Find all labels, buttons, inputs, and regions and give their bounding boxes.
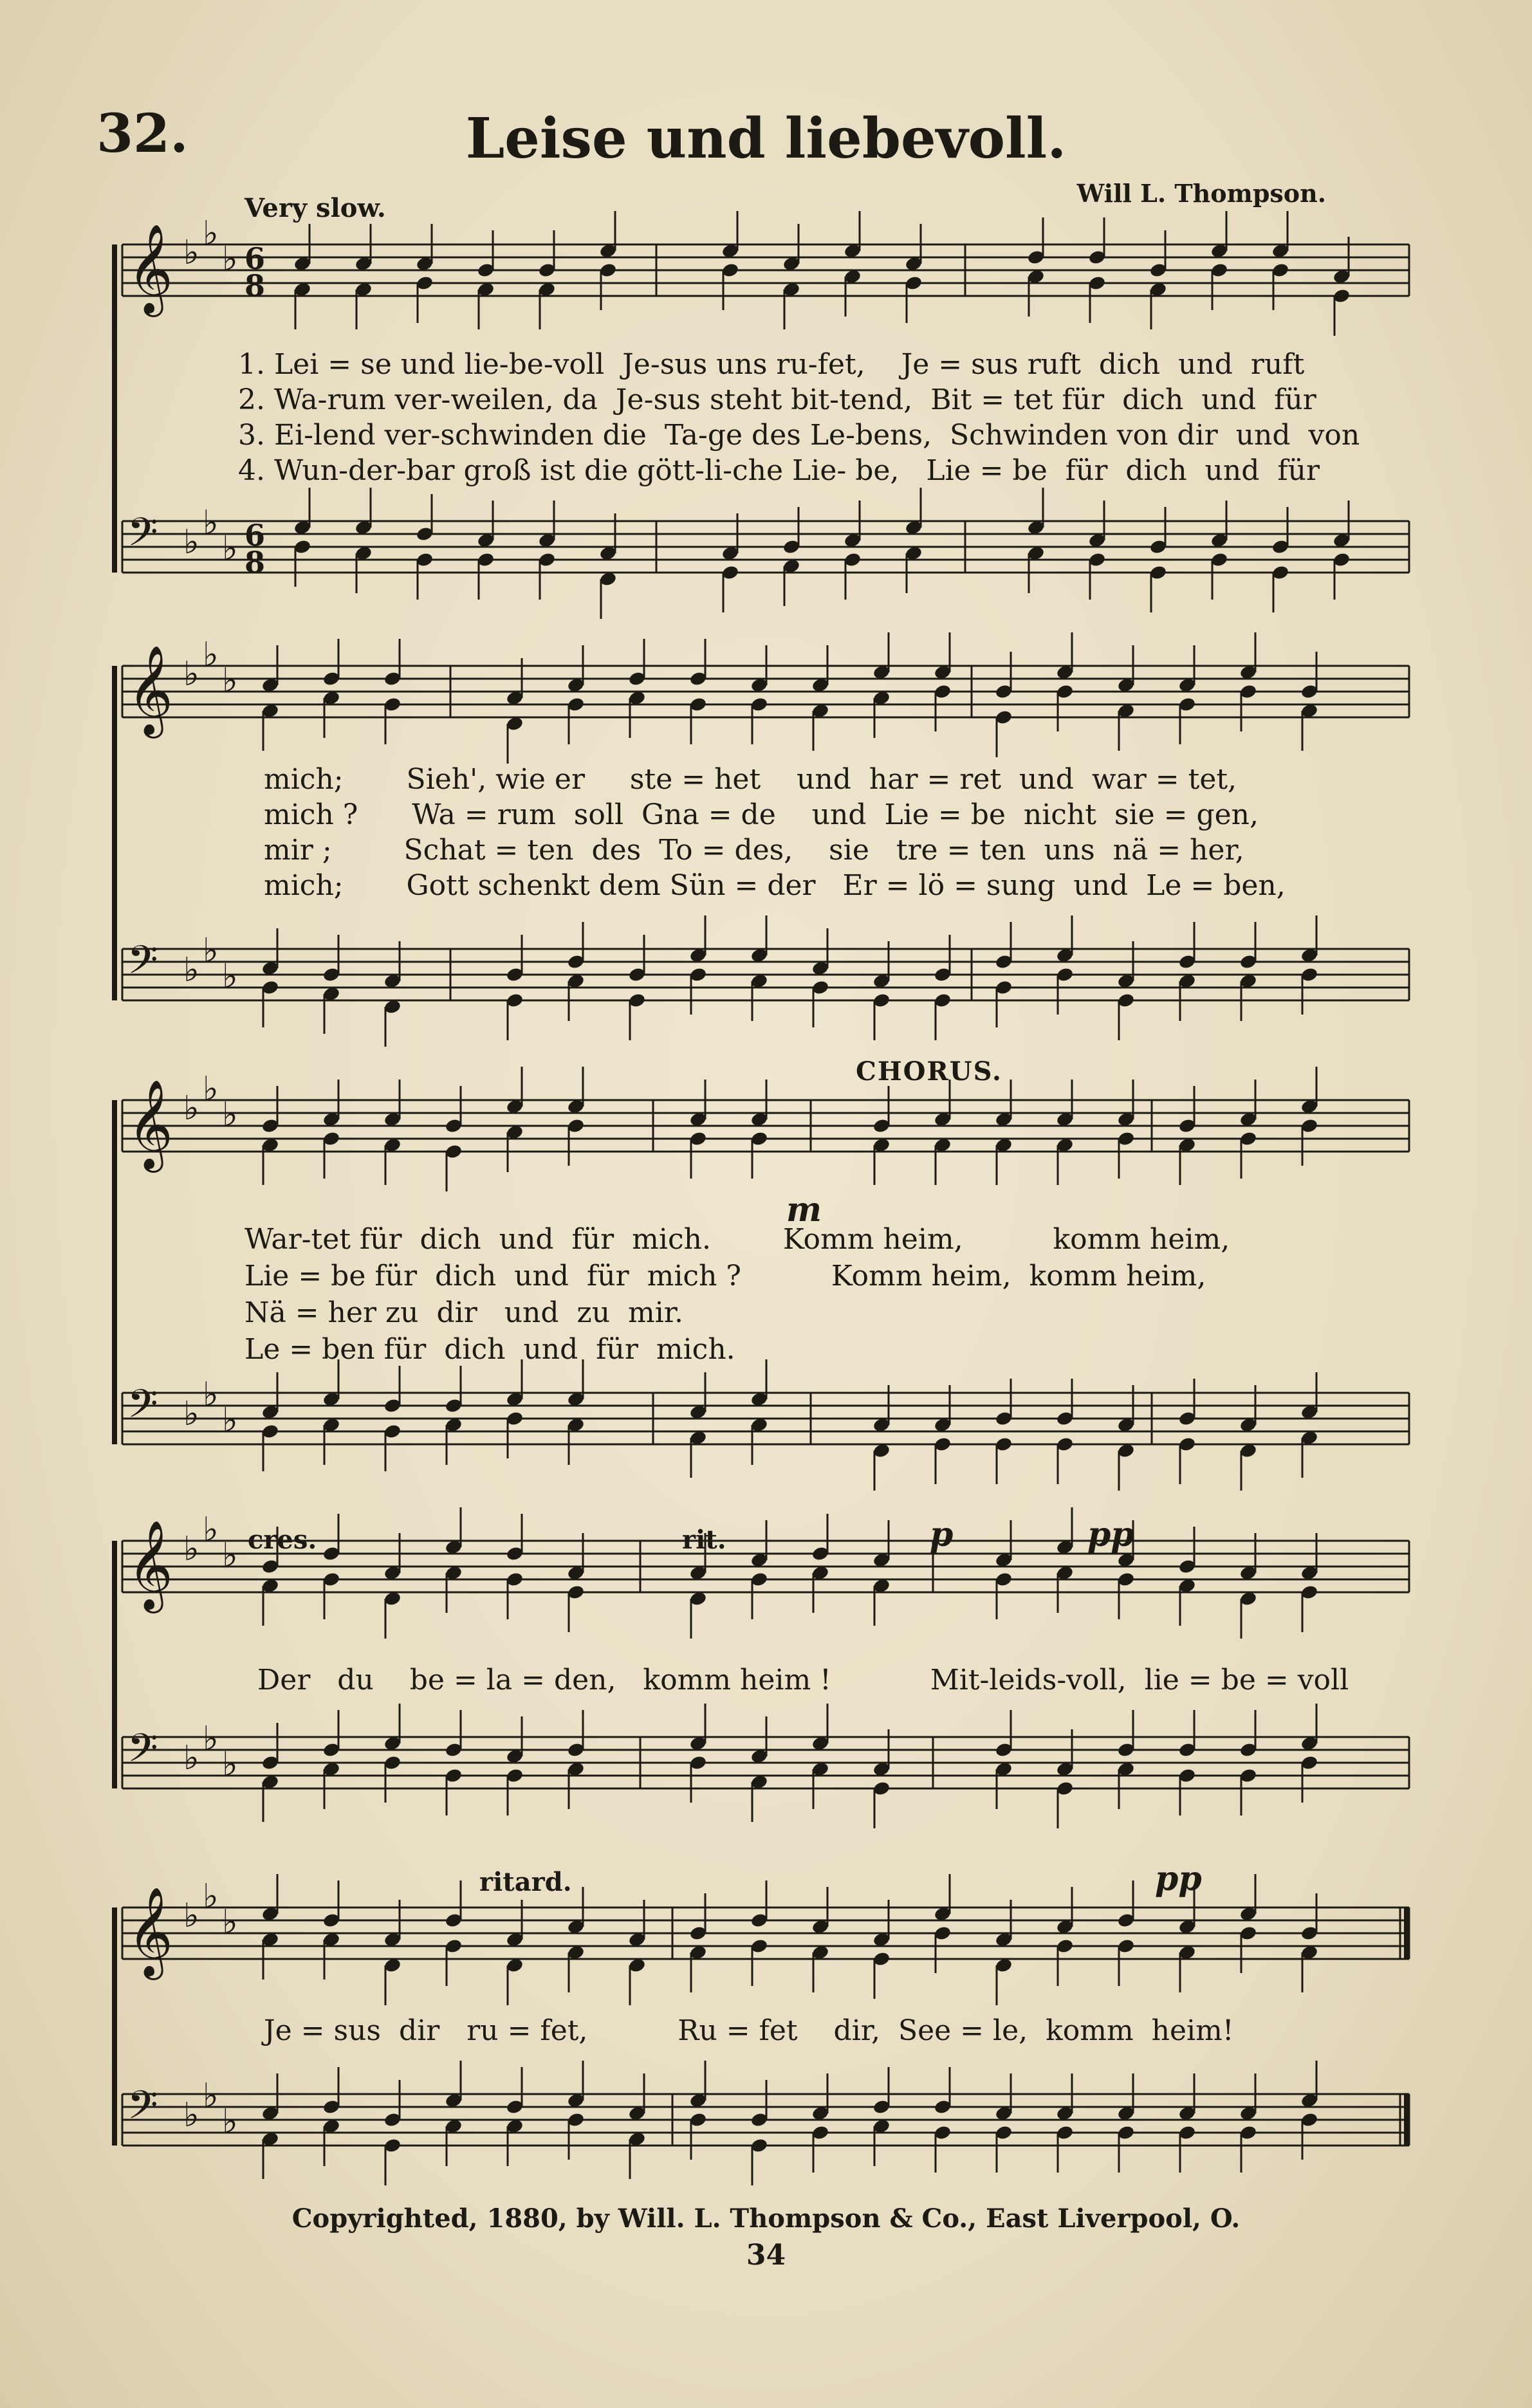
tempo-marking: Very slow. [245, 193, 386, 223]
dynamic-m: m [786, 1190, 822, 1229]
treble-clef: 𝄞 [127, 224, 173, 313]
verse-line: Lie = be für dich und für mich ? Komm heim, komm heim, [245, 1260, 1206, 1292]
flat-sign: ♭ [203, 2077, 219, 2115]
verse-line: 1. Lei = se und lie-be-voll Je-sus uns ru-fet, Je = sus ruft dich und ruft [238, 348, 1305, 381]
bass-clef: 𝄢 [127, 1381, 158, 1437]
flat-sign: ♭ [203, 504, 219, 542]
chorus-label: CHORUS. [856, 1056, 1002, 1087]
time-signature-bottom: 8 [245, 268, 266, 303]
treble-clef: 𝄞 [127, 1080, 173, 1169]
flat-sign: ♭ [183, 523, 199, 562]
verse-line: Nä = her zu dir und zu mir. [245, 1296, 683, 1329]
verse-line: 2. Wa-rum ver-weilen, da Je-sus steht bit-tend, Bit = tet für dich und für [238, 383, 1316, 416]
time-signature-bottom: 8 [245, 545, 266, 580]
flat-sign: ♭ [183, 1739, 199, 1778]
verse-line: War-tet für dich und für mich. Komm heim, komm heim, [245, 1223, 1230, 1256]
flat-sign: ♭ [203, 1720, 219, 1758]
dynamic-pp: pp [1087, 1515, 1134, 1554]
bass-clef: 𝄢 [127, 2082, 158, 2138]
bass-clef: 𝄢 [127, 937, 158, 993]
dynamic-pp: pp [1155, 1859, 1202, 1898]
ritard-marking: ritard. [479, 1867, 572, 1897]
flat-sign: ♭ [222, 661, 238, 700]
flat-sign: ♭ [203, 1511, 219, 1549]
dynamic-p: p [930, 1515, 954, 1554]
flat-sign: ♭ [222, 529, 238, 568]
flat-sign: ♭ [203, 214, 219, 253]
verse-line: Je = sus dir ru = fet, Ru = fet dir, See = le, komm heim! [264, 2014, 1234, 2047]
flat-sign: ♭ [222, 1401, 238, 1440]
time-signature-top: 6 [245, 518, 266, 553]
verse-line: Der du be = la = den, komm heim ! Mit-leids-voll, lie = be = voll [257, 1664, 1349, 1696]
flat-sign: ♭ [203, 636, 219, 674]
time-signature-top: 6 [245, 241, 266, 276]
verse-line: mich; Gott schenkt dem Sün = der Er = lö = sung und Le = ben, [264, 869, 1286, 902]
rit-marking: rit. [682, 1525, 726, 1555]
composer-credit: Will L. Thompson. [1076, 179, 1326, 208]
flat-sign: ♭ [222, 1536, 238, 1575]
verse-line: mir ; Schat = ten des To = des, sie tre = ten uns nä = her, [264, 834, 1244, 867]
flat-sign: ♭ [183, 1530, 199, 1568]
verse-line: 4. Wun-der-bar groß ist die gött-li-che Lie- be, Lie = be für dich und für [238, 454, 1320, 487]
flat-sign: ♭ [183, 951, 199, 989]
treble-clef: 𝄞 [127, 1887, 173, 1976]
flat-sign: ♭ [183, 234, 199, 272]
flat-sign: ♭ [203, 932, 219, 970]
flat-sign: ♭ [222, 1745, 238, 1784]
flat-sign: ♭ [222, 240, 238, 279]
flat-sign: ♭ [203, 1070, 219, 1108]
treble-clef: 𝄞 [127, 1520, 173, 1610]
copyright-notice: Copyrighted, 1880, by Will. L. Thompson & Co., East Liverpool, O. [291, 2203, 1241, 2234]
verse-line: mich; Sieh', wie er ste = het und har = ret und war = tet, [264, 763, 1237, 796]
hymn-number: 32. [97, 103, 189, 165]
verse-line: mich ? Wa = rum soll Gna = de und Lie = be nicht sie = gen, [264, 798, 1259, 831]
flat-sign: ♭ [183, 1089, 199, 1128]
bass-clef: 𝄢 [127, 1725, 158, 1781]
verse-line: 3. Ei-lend ver-schwinden die Ta-ge des Le-bens, Schwinden von dir und von [238, 419, 1360, 452]
flat-sign: ♭ [183, 1897, 199, 1935]
treble-clef: 𝄞 [127, 645, 173, 735]
flat-sign: ♭ [203, 1877, 219, 1916]
flat-sign: ♭ [222, 1096, 238, 1134]
flat-sign: ♭ [183, 1395, 199, 1433]
page-number: 34 [746, 2239, 786, 2272]
verse-line: Le = ben für dich und für mich. [245, 1333, 735, 1366]
flat-sign: ♭ [183, 2096, 199, 2135]
flat-sign: ♭ [203, 1375, 219, 1414]
hymn-title: Leise und liebevoll. [465, 106, 1067, 171]
flat-sign: ♭ [183, 655, 199, 694]
cres-marking: cres. [248, 1525, 317, 1555]
flat-sign: ♭ [222, 1903, 238, 1942]
flat-sign: ♭ [222, 957, 238, 996]
flat-sign: ♭ [222, 2102, 238, 2141]
bass-clef: 𝄢 [127, 510, 158, 565]
